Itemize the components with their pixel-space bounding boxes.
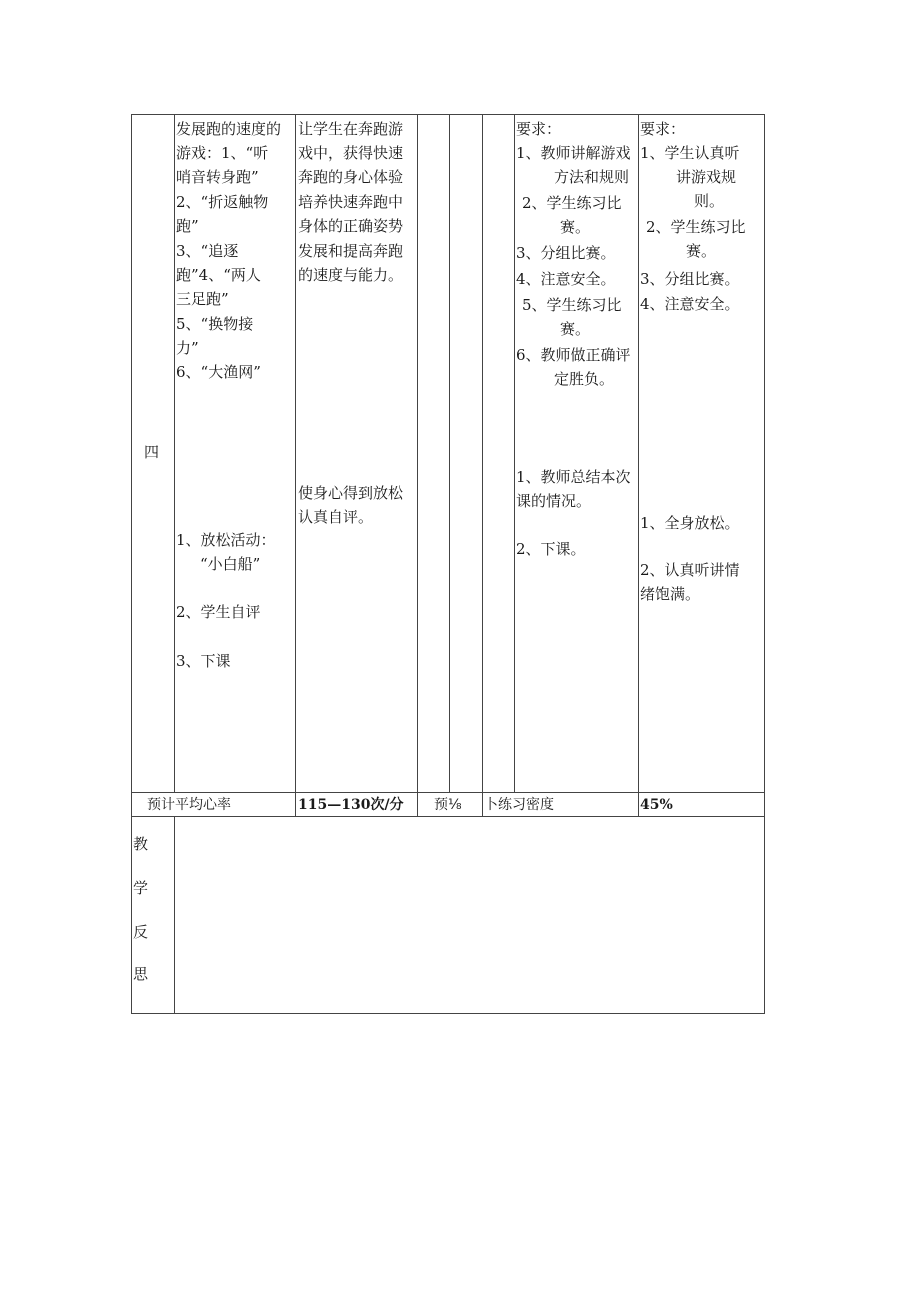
student-line: 2、认真听讲情: [640, 561, 740, 579]
goal-line: 的速度与能力。: [298, 266, 404, 284]
content-line: 5、“换物接: [176, 315, 254, 333]
teacher-line: 1、教师总结本次: [516, 468, 631, 486]
goal-line: 使身心得到放松: [298, 484, 404, 502]
heart-rate-label: 预计平均心率: [147, 797, 231, 813]
student-line: 1、学生认真听: [640, 144, 740, 162]
teacher-line: 课的情况。: [516, 492, 592, 510]
content-line: 跑”4、“两人: [176, 266, 261, 284]
content-line: 力”: [176, 339, 199, 357]
goal-line: 身体的正确姿势: [298, 217, 404, 235]
content-line: 2、“折返触物: [176, 193, 269, 211]
content-line: 跑”: [176, 217, 199, 235]
teacher-line: 赛。: [560, 218, 591, 236]
goal-line: 认真自评。: [298, 508, 374, 526]
teacher-line: 6、教师做正确评: [516, 346, 631, 364]
student-line: 绪饱满。: [640, 585, 701, 603]
teacher-line: 3、分组比赛。: [516, 244, 616, 262]
content-line: 2、学生自评: [176, 603, 261, 621]
reflection-char: 学: [133, 879, 149, 897]
content-line: 游戏：1、“听: [176, 144, 269, 162]
goal-line: 让学生在奔跑游: [298, 120, 404, 138]
content-line: 1、放松活动：: [176, 531, 276, 549]
content-line: “小白船”: [200, 555, 261, 573]
teacher-line: 2、学生练习比: [522, 194, 622, 212]
teacher-line: 方法和规则: [554, 168, 630, 186]
teacher-line: 定胜负。: [554, 370, 615, 388]
goal-line: 培养快速奔跑中: [298, 193, 404, 211]
teacher-line: 4、注意安全。: [516, 270, 616, 288]
density-value: 45%: [640, 797, 673, 813]
student-line: 要求：: [640, 120, 686, 138]
teacher-line: 1、教师讲解游戏: [516, 144, 631, 162]
student-line: 1、全身放松。: [640, 514, 740, 532]
content-line: 3、“追逐: [176, 242, 239, 260]
density-prefix: 预⅛: [434, 797, 462, 813]
reflection-content[interactable]: [175, 817, 764, 1013]
density-label: 卜练习密度: [484, 797, 554, 813]
section-number: 四: [144, 443, 160, 461]
student-line: 2、学生练习比: [646, 218, 746, 236]
heart-rate-value: 115—130次/分: [298, 797, 404, 813]
reflection-char: 反: [133, 923, 149, 941]
content-line: 6、“大渔网”: [176, 363, 261, 381]
goal-line: 戏中，获得快速: [298, 144, 404, 162]
content-line: 三足跑”: [176, 290, 229, 308]
goal-line: 奔跑的身心体验: [298, 168, 404, 186]
reflection-char: 教: [133, 835, 149, 853]
student-line: 则。: [694, 192, 725, 210]
teacher-line: 5、学生练习比: [522, 296, 622, 314]
teacher-line: 要求：: [516, 120, 562, 138]
goal-line: 发展和提高奔跑: [298, 242, 404, 260]
teacher-line: 2、下课。: [516, 540, 586, 558]
content-line: 3、下课: [176, 652, 231, 670]
student-line: 3、分组比赛。: [640, 270, 740, 288]
content-line: 发展跑的速度的: [176, 120, 282, 138]
content-line: 哨音转身跑”: [176, 168, 259, 186]
student-line: 赛。: [686, 242, 717, 260]
student-line: 4、注意安全。: [640, 295, 740, 313]
student-line: 讲游戏规: [676, 168, 737, 186]
teacher-line: 赛。: [560, 320, 591, 338]
reflection-char: 思: [133, 965, 149, 983]
